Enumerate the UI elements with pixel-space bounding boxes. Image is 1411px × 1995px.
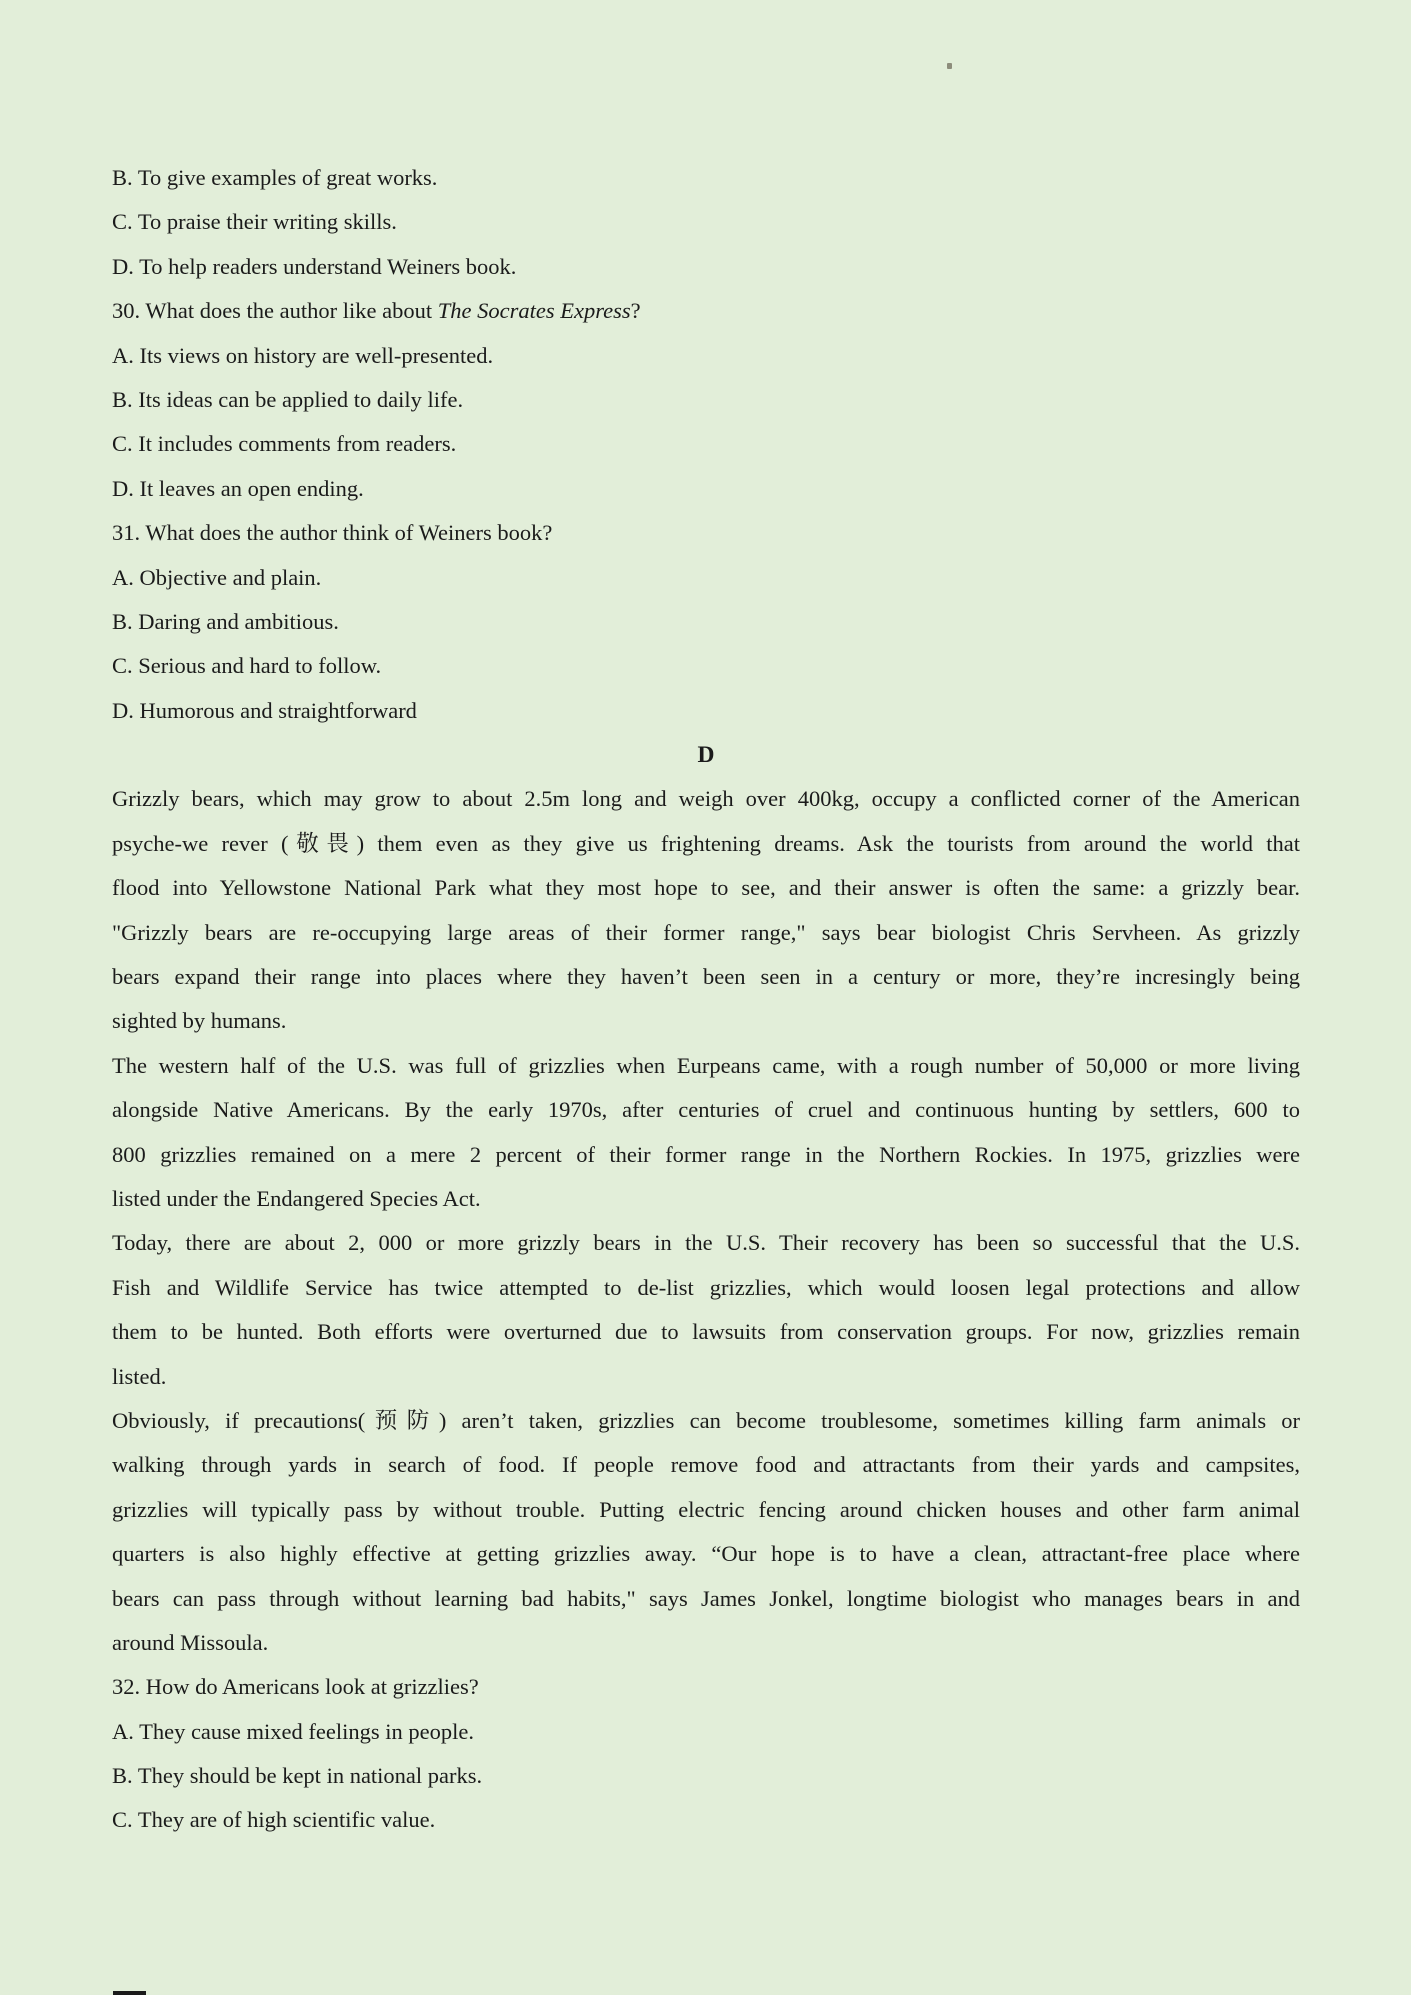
answer-option-line [112,467,1300,511]
answer-option-line [112,644,1300,688]
text-run: C. To praise their writing skills. [112,209,397,235]
text-run: alongside Native Americans. By the early 1970s, after centuries of cruel and continuous hunting by settlers, 600 to [112,1097,1300,1123]
answer-option-line [112,245,1300,289]
text-run: Obviously, if precautions(预防) aren’t taken, grizzlies can become troublesome, sometimes killing farm animals or [112,1407,1300,1433]
passage-line [112,999,1300,1043]
passage-line [112,1310,1300,1354]
text-run: listed. [112,1363,167,1389]
answer-option-line [112,378,1300,422]
text-run: A. They cause mixed feelings in people. [112,1718,474,1744]
answer-option-line [112,600,1300,644]
text-run: bears expand their range into places where they haven’t been seen in a century or more, they’re incresingly being [112,964,1300,990]
passage-line [112,1577,1300,1621]
text-run: B. To give examples of great works. [112,165,438,190]
scan-artifact-dot [947,63,952,69]
text-run: bears can pass through without learning bad habits," says James Jonkel, longtime biologist who manages bears in and [112,1585,1300,1611]
text-run: grizzlies will typically pass by without trouble. Putting electric fencing around chicken houses and other farm animal [112,1496,1300,1522]
passage-line [112,955,1300,999]
text-run: D. It leaves an open ending. [112,475,364,501]
text-run: walking through yards in search of food. If people remove food and attractants from their yards and campsites, [112,1452,1300,1478]
section-heading [112,733,1300,777]
text-run: B. Daring and ambitious. [112,608,339,634]
text-run: sighted by humans. [112,1008,287,1034]
text-run: A. Its views on history are well-presented. [112,342,494,368]
text-run: quarters is also highly effective at getting grizzlies away. “Our hope is to have a clean, attractant-free place where [112,1541,1300,1567]
text-run: A. Objective and plain. [112,564,322,590]
passage-line [112,777,1300,821]
answer-option-line [112,556,1300,600]
passage-line [112,911,1300,955]
text-run: C. They are of high scientific value. [112,1807,436,1833]
passage-line [112,1221,1300,1265]
passage-line [112,1266,1300,1310]
text-run: D. Humorous and straightforward [112,697,417,723]
text-run: 30. What does the author like about [112,298,438,324]
text-run: C. It includes comments from readers. [112,431,457,457]
question-line [112,511,1300,555]
text-run: 31. What does the author think of Weiners book? [112,520,553,546]
passage-line [112,1355,1300,1399]
text-run: Today, there are about 2, 000 or more grizzly bears in the U.S. Their recovery has been so successful that the U.S. [112,1230,1300,1256]
text-run: around Missoula. [112,1629,269,1655]
text-run: C. Serious and hard to follow. [112,653,382,679]
answer-option-line [112,200,1300,244]
answer-option-line [112,689,1300,733]
text-run: B. Its ideas can be applied to daily life. [112,386,464,412]
passage-line [112,1443,1300,1487]
passage-line [112,1621,1300,1665]
scan-artifact-bottom-mark [113,1991,146,1995]
document-content [112,156,1300,1843]
answer-option-line [112,156,1300,200]
text-run: 32. How do Americans look at grizzlies? [112,1674,479,1700]
book-title-italic: The Socrates Express [437,298,631,324]
passage-line [112,1488,1300,1532]
passage-line [112,1399,1300,1443]
passage-line [112,822,1300,866]
text-run: "Grizzly bears are re-occupying large areas of their former range," says bear biologist Chris Servheen. As grizzly [112,919,1300,945]
text-run: them to be hunted. Both efforts were overturned due to lawsuits from conservation groups. For now, grizzlies remain [112,1319,1300,1345]
answer-option-line [112,334,1300,378]
text-run: listed under the Endangered Species Act. [112,1185,481,1211]
passage-line [112,1133,1300,1177]
text-run: flood into Yellowstone National Park what they most hope to see, and their answer is often the same: a grizzly bear. [112,875,1300,901]
text-run: D. To help readers understand Weiners book. [112,253,517,279]
text-run: The western half of the U.S. was full of grizzlies when Eurpeans came, with a rough number of 50,000 or more living [112,1052,1300,1078]
text-run: Grizzly bears, which may grow to about 2.5m long and weigh over 400kg, occupy a conflicted corner of the American [112,786,1300,812]
answer-option-line [112,1710,1300,1754]
passage-line [112,866,1300,910]
text-run: ? [630,298,641,324]
passage-line [112,1177,1300,1221]
passage-line [112,1532,1300,1576]
text-run: 800 grizzlies remained on a mere 2 percent of their former range in the Northern Rockies. In 1975, grizzlies were [112,1141,1300,1167]
answer-option-line [112,1798,1300,1842]
question-line [112,289,1300,333]
passage-line [112,1044,1300,1088]
text-run: D [697,742,715,769]
passage-line [112,1088,1300,1132]
answer-option-line [112,422,1300,466]
text-run: Fish and Wildlife Service has twice attempted to de-list grizzlies, which would loosen legal protections and allow [112,1274,1300,1300]
text-run: psyche-we rever (敬畏) them even as they give us frightening dreams. Ask the tourists from around the world that [112,830,1300,856]
answer-option-line [112,1754,1300,1798]
text-run: B. They should be kept in national parks. [112,1763,483,1789]
question-line [112,1665,1300,1709]
